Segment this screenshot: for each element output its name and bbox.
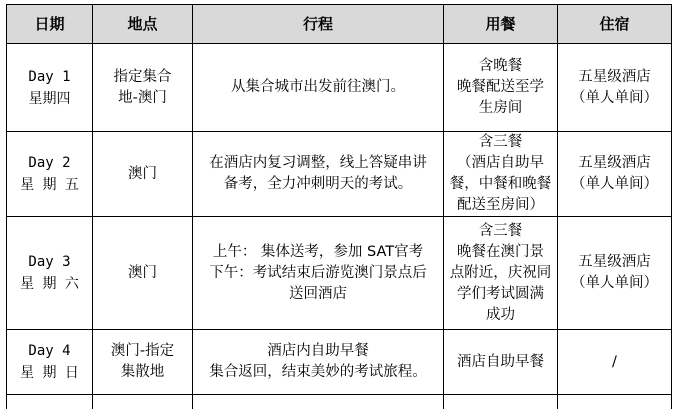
lodging-cell — [558, 44, 672, 132]
lodging-text: （单人单间） — [571, 275, 658, 291]
header-place: 地点 — [93, 5, 193, 44]
place-cell — [93, 330, 193, 395]
place-text: 澳门 — [128, 264, 157, 281]
place-cell — [93, 217, 193, 330]
table-row — [7, 132, 672, 217]
meals-cell — [444, 132, 558, 217]
place-text: 澳门-指定 — [110, 343, 175, 359]
itinerary-cell — [193, 217, 444, 330]
meals-text: 酒店自助早餐 — [457, 353, 544, 370]
date-cell — [7, 217, 93, 330]
itinerary-text: 酒店内自助早餐 — [267, 343, 369, 359]
meals-text: 晚餐配送至学 — [457, 79, 544, 95]
itinerary-cell — [193, 132, 444, 217]
meals-cell — [444, 217, 558, 330]
weekday: 星 期 五 — [20, 177, 79, 193]
header-itinerary: 行程 — [193, 5, 444, 44]
date-cell — [7, 330, 93, 395]
meals-text: 生房间 — [478, 100, 523, 116]
empty-cell — [558, 395, 672, 409]
header-date: 日期 — [7, 5, 93, 44]
itinerary-text: 送回酒店 — [289, 285, 347, 302]
itinerary-text: 上午： 集体送考，参加 SAT官考 — [212, 243, 424, 260]
meals-text: 餐，中餐和晚餐 — [449, 176, 552, 192]
date-cell — [7, 132, 93, 217]
itinerary-text: 下午：考试结束后游览澳门景点后 — [209, 264, 427, 281]
meals-text: 学们考试圆满 — [457, 285, 544, 302]
day-number: Day 3 — [28, 254, 71, 270]
lodging-text: （单人单间） — [571, 176, 658, 192]
place-text: 指定集合 — [113, 68, 172, 85]
meals-text: 晚餐在澳门景 — [457, 243, 544, 260]
header-meals: 用餐 — [444, 5, 558, 44]
lodging-cell — [558, 217, 672, 330]
lodging-text: 五星级酒店 — [578, 68, 651, 85]
place-cell — [93, 44, 193, 132]
header-row — [7, 5, 672, 44]
date-cell — [7, 44, 93, 132]
place-text: 集散地 — [120, 364, 165, 380]
place-cell — [93, 132, 193, 217]
table-row-partial — [7, 395, 672, 409]
itinerary-text: 从集合城市出发前往澳门。 — [231, 79, 405, 95]
lodging-text: 五星级酒店 — [578, 254, 651, 270]
empty-cell — [193, 395, 444, 409]
place-text: 地-澳门 — [118, 89, 167, 106]
table-row — [7, 44, 672, 132]
itinerary-text: 备考，全力冲刺明天的考试。 — [223, 176, 413, 192]
lodging-text: （单人单间） — [571, 89, 658, 106]
itinerary-cell — [193, 44, 444, 132]
table-row — [7, 217, 672, 330]
table-row — [7, 330, 672, 395]
place-text: 澳门 — [128, 165, 157, 182]
lodging-text: / — [612, 353, 617, 370]
meals-cell — [444, 330, 558, 395]
itinerary-text: 集合返回，结束美妙的考试旅程。 — [209, 364, 427, 380]
lodging-cell — [558, 132, 672, 217]
header-lodging: 住宿 — [558, 5, 672, 44]
meals-text: 含三餐 — [478, 134, 523, 150]
meals-text: （酒店自助早 — [457, 155, 544, 171]
itinerary-cell — [193, 330, 444, 395]
lodging-cell — [558, 330, 672, 395]
meals-text: 点附近，庆祝同 — [449, 264, 552, 281]
meals-text: 含三餐 — [478, 222, 523, 239]
weekday: 星期四 — [28, 90, 71, 107]
meals-text: 成功 — [486, 306, 515, 323]
empty-cell — [7, 395, 93, 409]
day-number: Day 2 — [28, 155, 71, 171]
lodging-text: 五星级酒店 — [578, 155, 651, 171]
weekday: 星 期 日 — [20, 365, 79, 381]
meals-cell — [444, 44, 558, 132]
meals-text: 配送至房间） — [457, 197, 544, 213]
day-number: Day 1 — [28, 68, 71, 85]
weekday: 星 期 六 — [20, 276, 79, 292]
day-number: Day 4 — [28, 343, 71, 359]
empty-cell — [93, 395, 193, 409]
itinerary-table — [6, 4, 672, 409]
empty-cell — [444, 395, 558, 409]
meals-text: 含晚餐 — [478, 58, 523, 74]
itinerary-text: 在酒店内复习调整，线上答疑串讲 — [209, 155, 427, 171]
